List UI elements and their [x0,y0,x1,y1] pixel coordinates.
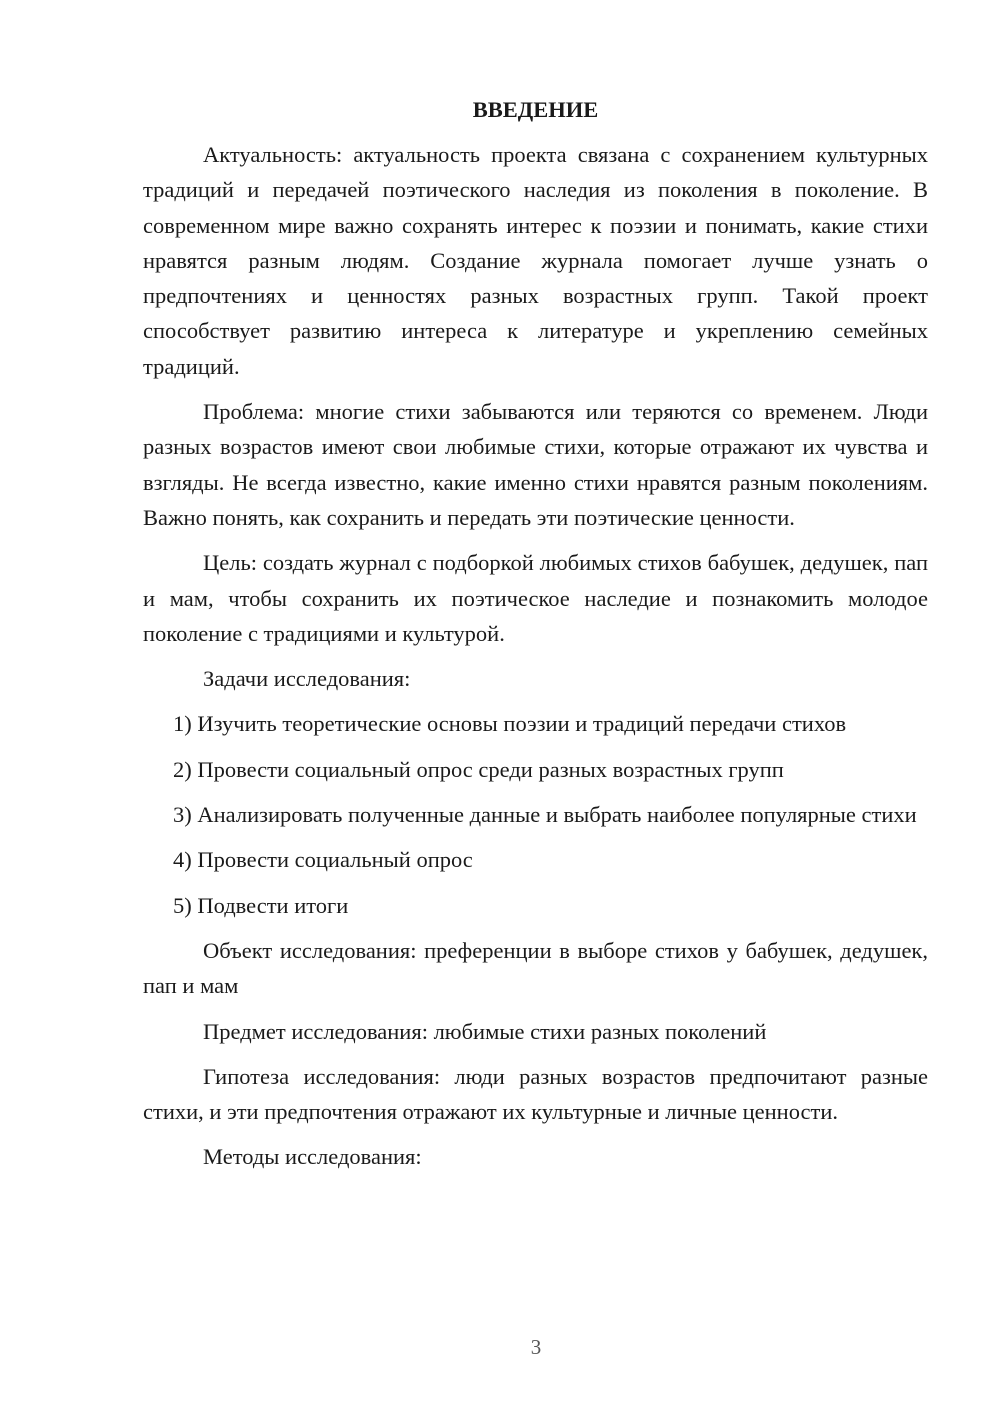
task-item-5: 5) Подвести итоги [173,892,349,918]
task-item-2: 2) Провести социальный опрос среди разных возрастных групп [173,756,784,782]
paragraph-goal: Цель: создать журнал с подборкой любимых стихов бабушек, дедушек, пап и мам, чтобы сохранить их поэтическое наследие и познакомить молодое поколение с традициями и культурой. [143,550,928,646]
paragraph-problem: Проблема: многие стихи забываются или теряются со временем. Люди разных возрастов имеют свои любимые стихи, которые отражают их чувства и взгляды. Не всегда известно, какие именно стихи нравятся разным поколениям. Важно понять, как сохранить и передать эти поэтические ценности. [143,399,928,530]
page-content [143,92,928,1185]
paragraph-relevance: Актуальность: актуальность проекта связана с сохранением культурных традиций и передачей поэтического наследия из поколения в поколение. В современном мире важно сохранять интерес к поэзии и понимать, какие стихи нравятся разным людям. Создание журнала помогает лучше узнать о предпочтениях и ценностях разных возрастных групп. Такой проект способствует развитию интереса к литературе и укреплению семейных традиций. [143,142,928,379]
task-item-4: 4) Провести социальный опрос [173,847,473,873]
task-item-1: 1) Изучить теоретические основы поэзии и традиций передачи стихов [173,711,847,737]
paragraph-subject: Предмет исследования: любимые стихи разных поколений [203,1018,767,1044]
page-heading: ВВЕДЕНИЕ [472,97,599,122]
task-item-3: 3) Анализировать полученные данные и выбрать наиболее популярные стихи [173,802,917,828]
paragraph-object: Объект исследования: преференции в выборе стихов у бабушек, дедушек, пап и мам [143,937,928,999]
paragraph-tasks-intro: Задачи исследования: [203,666,411,692]
paragraph-methods-intro: Методы исследования: [203,1144,422,1170]
paragraph-hypothesis: Гипотеза исследования: люди разных возрастов предпочитают разные стихи, и эти предпочтения отражают их культурные и личные ценности. [143,1063,928,1125]
page-number: 3 [530,1335,542,1359]
